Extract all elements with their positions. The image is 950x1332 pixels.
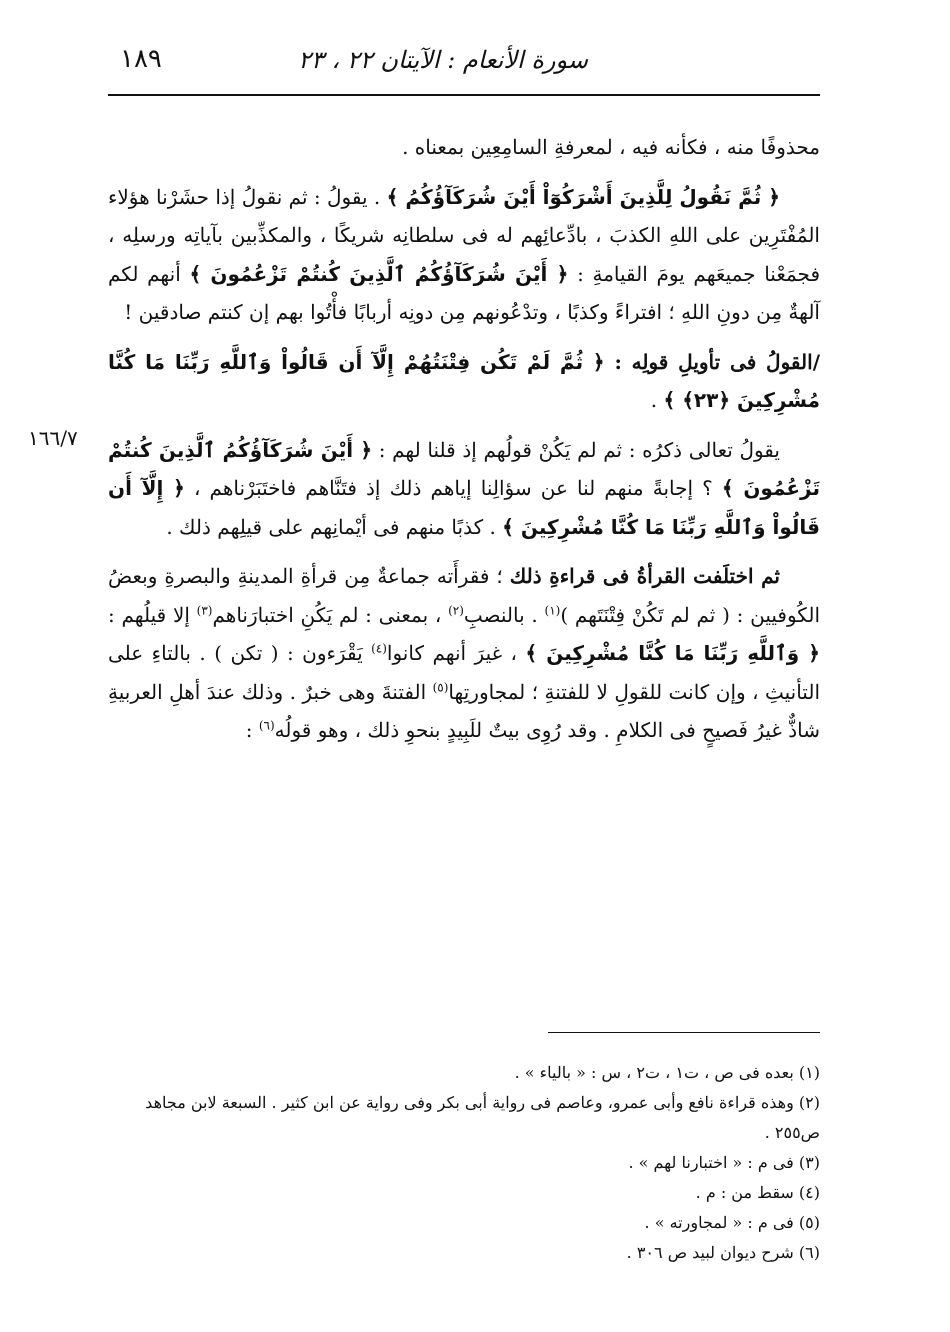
paragraph-5-text-4: إلا قيلُهم : (108, 602, 197, 627)
footnotes (108, 1058, 820, 1268)
footnote-separator (548, 1032, 820, 1033)
footnote-1: (١) بعده فى ص ، ت١ ، ت٢ ، س : « بالياء » . (514, 1063, 820, 1082)
paragraph-5-text-2: . بالنصبِ (463, 602, 545, 627)
paragraph-2-text-2: أنهم لكم آلهةٌ مِن دونِ اللهِ ؛ افتراءً وكذبًا ، وتدْعُونهم مِن دونِه أربابًا فأْتُوا بهم إن كنتم صادقين ! (108, 261, 820, 324)
paragraph-5-text-5: ، غيرَ أنهم كانوا (386, 641, 526, 665)
footnote-marker[interactable]: (٥) (432, 679, 449, 694)
paragraph-3-end: . (650, 388, 664, 412)
quran-quote: ﴿ ثُمَّ لَمْ تَكُن فِتْنَتُهُمْ إِلَّآ أَن قَالُواْ وَٱللَّهِ رَبِّنَا مَا كُنَّا مُشْرِكِينَ ﴿٢٣﴾ ﴾ (108, 349, 820, 412)
quran-quote: ﴿ أَيْنَ شُرَكَآؤُكُمُ ٱلَّذِينَ كُنتُمْ تَزْعُمُونَ ﴾ (189, 261, 569, 286)
paragraph-5-text-7: الفتنةَ وهى خبرٌ . وذلك عندَ أهلِ العربيةِ شاذٌّ غيرُ فَصيحٍ فى الكلامِ . وقد رُوِى بيتٌ للَبِيدٍ بنحوِ ذلك ، وهو قولُه (108, 679, 820, 742)
paragraph-2 (108, 178, 820, 332)
paragraph-4-text-2: ؟ إجابةً منهم لنا عن سؤالِنا إياهم ذلك إذ فتَنَّاهم فاختَبَرْناهم ، (184, 476, 722, 500)
header-rule (108, 94, 820, 96)
footnote-marker[interactable]: (٣) (196, 602, 213, 617)
footnote-marker[interactable]: (١) (544, 602, 561, 617)
quran-quote: ﴿ ثُمَّ نَقُولُ لِلَّذِينَ أَشْرَكُوٓاْ أَيْنَ شُرَكَآؤُكُمُ ﴾ (386, 184, 780, 209)
footnote-marker[interactable]: (٦) (258, 718, 275, 733)
paragraph-1-text: محذوفًا منه ، فكأنه فيه ، لمعرفةِ السامِعِين بمعناه . (402, 135, 820, 159)
margin-reference: ١٦٦/٧ (28, 426, 78, 450)
paragraph-5-text-6: يَقْرَءون : ( تكن ) . بالتاءِ على التأنيثِ ، وإن كانت للقولِ لا للفتنةِ ؛ لمجاورتِها (108, 641, 820, 704)
paragraph-5-text-8: : (245, 718, 259, 742)
paragraph-4-text-3: . كذبًا منهم فى أيْمانِهم على قيلِهم ذلك . (166, 514, 503, 539)
paragraph-5-text-3: ، بمعنى : لم يَكُنِ اختبارَناهم (212, 602, 449, 627)
paragraph-4 (108, 431, 820, 547)
footnote-2: (٢) وهذه قراءة نافع وأبى عمرو، وعاصم فى رواية أبى بكر وفى رواية عن ابن كثير . السبعة لابن مجاهد ص٢٥٥ . (145, 1093, 820, 1142)
paragraph-3 (108, 343, 820, 420)
footnote-6: (٦) شرح ديوان لبيد ص ٣٠٦ . (626, 1243, 820, 1262)
footnote-marker[interactable]: (٢) (448, 602, 464, 617)
page-header (108, 42, 820, 90)
paragraph-5 (108, 557, 820, 750)
footnote-4: (٤) سقط من : م . (695, 1183, 820, 1202)
quran-quote: ﴿ وَٱللَّهِ رَبِّنَا مَا كُنَّا مُشْرِكِينَ ﴾ (525, 641, 820, 665)
paragraph-4-text-1: يقولُ تعالى ذكرُه : ثم لم يَكُنْ قولُهم إذ قلنا لهم : (372, 437, 780, 462)
page-number: ١٨٩ (120, 44, 162, 74)
quran-quote: ﴿ إِلَّآ أَن قَالُواْ وَٱللَّهِ رَبِّنَا مَا كُنَّا مُشْرِكِينَ ﴾ (108, 476, 820, 539)
paragraph-5-text-1: ؛ فقرأَته جماعةٌ مِن قرأةِ المدينةِ والبصرةِ وبعضُ الكُوفيين : ( ثم لم تَكُنْ فِتْنَتَهم ) (108, 564, 821, 627)
footnote-5: (٥) فى م : « لمجاورته » . (644, 1213, 820, 1232)
running-title: سورة الأنعام : الآيتان ٢٢ ، ٢٣ (298, 46, 588, 74)
quran-quote: ﴿ أَيْنَ شُرَكَآؤُكُمُ ٱلَّذِينَ كُنتُمْ تَزْعُمُونَ ﴾ (108, 437, 820, 500)
section-lead: ثم اختلَفت القرأةُ فى قراءةِ ذلك (509, 564, 781, 588)
section-heading: /القولُ فى تأويلِ قولِه : (604, 349, 820, 374)
footnote-3: (٣) فى م : « اختبارنا لهم » . (628, 1153, 820, 1172)
paragraph-1 (108, 128, 820, 167)
main-text (108, 128, 820, 761)
paragraph-2-text-1: . يقولُ : ثم نقولُ إذا حشَرْنا هؤلاء المُفْتَرِين على اللهِ الكذبَ ، بادِّعائِهم له فى سلطانِه شريكًا ، والمكذِّبين بآياتِه ورسلِه ، فجمَعْنا جميعَهم يومَ القيامةِ : (108, 184, 821, 286)
footnote-marker[interactable]: (٤) (371, 641, 387, 656)
